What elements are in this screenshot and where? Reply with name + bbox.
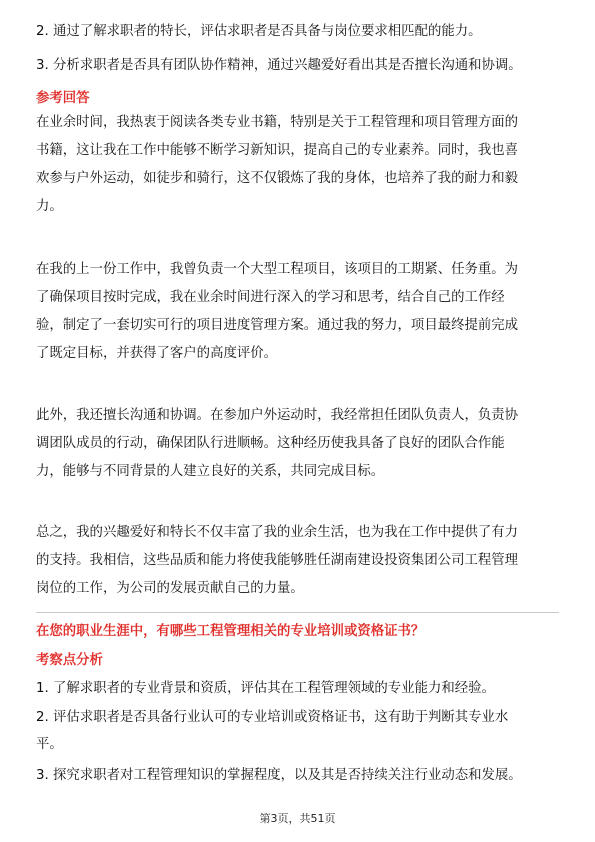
answer-line: 了既定目标，并获得了客户的高度评价。 <box>36 346 278 361</box>
answer-line: 欢参与户外运动，如徒步和骑行，这不仅锻炼了我的身体，也培养了我的耐力和毅 <box>36 171 519 186</box>
answer-line: 在我的上一份工作中，我曾负责一个大型工程项目，该项目的工期紧、任务重。为 <box>36 262 519 277</box>
answer-line: 在业余时间，我热衷于阅读各类专业书籍，特别是关于工程管理和项目管理方面的 <box>36 115 519 130</box>
analysis-point-2-continued: 平。 <box>36 737 63 752</box>
answer-line: 力，能够与不同背景的人建立良好的关系，共同完成目标。 <box>36 464 385 479</box>
answer-line: 岗位的工作，为公司的发展贡献自己的力量。 <box>36 581 304 596</box>
answer-line: 书籍，这让我在工作中能够不断学习新知识，提高自己的专业素养。同时，我也喜 <box>36 143 519 158</box>
analysis-point-2: 2. 评估求职者是否具备行业认可的专业培训或资格证书，这有助于判断其专业水 <box>36 710 509 725</box>
answer-line: 力。 <box>36 199 63 214</box>
answer-heading: 参考回答 <box>36 91 90 106</box>
analysis-point-1: 1. 了解求职者的专业背景和资质，评估其在工程管理领域的专业能力和经验。 <box>36 681 495 696</box>
answer-line: 了确保项目按时完成，我在业余时间进行深入的学习和思考，结合自己的工作经 <box>36 290 505 305</box>
analysis-point-3: 3. 探究求职者对工程管理知识的掌握程度，以及其是否持续关注行业动态和发展。 <box>36 768 522 783</box>
answer-line: 此外，我还擅长沟通和协调。在参加户外运动时，我经常担任团队负责人，负责协 <box>36 408 519 423</box>
answer-line: 调团队成员的行动，确保团队行进顺畅。这种经历使我具备了良好的团队合作能 <box>36 436 505 451</box>
answer-line: 总之，我的兴趣爱好和特长不仅丰富了我的业余生活，也为我在工作中提供了有力 <box>36 525 519 540</box>
answer-line: 验，制定了一套切实可行的项目进度管理方案。通过我的努力，项目最终提前完成 <box>36 318 519 333</box>
answer-line: 的支持。我相信，这些品质和能力将使我能够胜任湖南建设投资集团公司工程管理 <box>36 553 519 568</box>
page-number: 第3页，共51页 <box>259 812 336 825</box>
analysis-heading: 考察点分析 <box>36 653 103 668</box>
analysis-point-3: 3. 分析求职者是否具有团队协作精神，通过兴趣爱好看出其是否擅长沟通和协调。 <box>36 58 522 73</box>
question-heading: 在您的职业生涯中，有哪些工程管理相关的专业培训或资格证书？ <box>36 624 425 639</box>
analysis-point-2: 2. 通过了解求职者的特长，评估求职者是否具备与岗位要求相匹配的能力。 <box>36 24 482 39</box>
section-divider <box>36 612 559 613</box>
